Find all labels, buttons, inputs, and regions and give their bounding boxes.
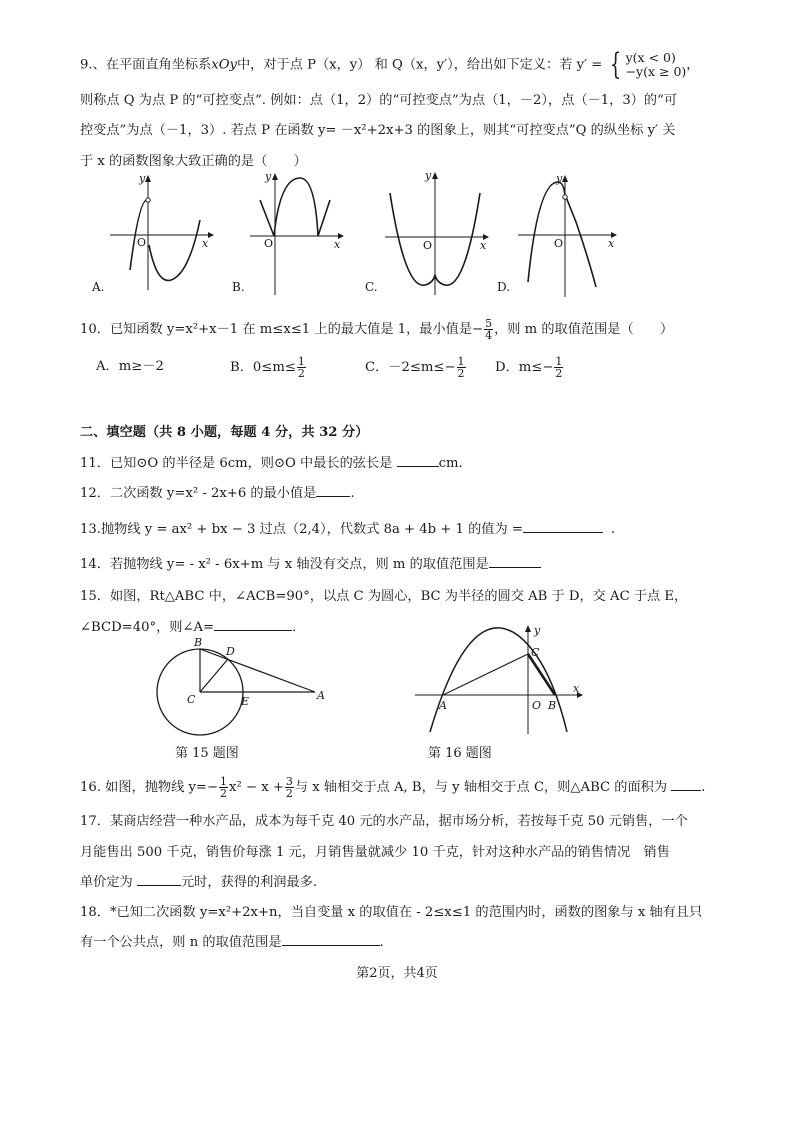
- q10-option-d: [495, 356, 564, 379]
- q10-option-b-num: 1: [297, 355, 305, 368]
- q9-d-curve-right: [566, 197, 596, 287]
- q9-option-b: B.: [232, 280, 245, 294]
- q15-line2-end: ．: [292, 620, 306, 635]
- q12-end: .: [350, 486, 355, 501]
- q11-unit: cm.: [438, 456, 463, 471]
- q10-stem: [80, 318, 673, 341]
- q15-answer-blank[interactable]: [214, 630, 292, 631]
- q9-coord-sys: xOy: [211, 57, 237, 73]
- q9-a-origin: O: [137, 236, 147, 249]
- q10-option-d-num: 1: [555, 355, 563, 368]
- q10-frac-min: [484, 318, 493, 341]
- q16-frac-half-den: 2: [220, 787, 228, 800]
- q13-text: 13.抛物线 y = ax² + bx − 3 过点（2,4），代数式 8a + 4b + 1 的值为 =: [80, 522, 523, 537]
- q10-option-b: [230, 356, 307, 379]
- q10-option-c-frac: [457, 356, 466, 379]
- q16-text-b: x² − x +: [229, 780, 284, 795]
- q16-frac-half-num: 1: [220, 775, 228, 788]
- q9-b-curve: [260, 178, 330, 236]
- q12-text: 12．二次函数 y=x² - 2x+6 的最小值是: [80, 486, 317, 501]
- q18-line2: [80, 934, 384, 952]
- q9-a-y-arrow: [145, 175, 151, 182]
- q17-line2: 月能售出 500 千克，销售价每涨 1 元，月销售量就减少 10 千克，针对这种水产品的销售情况 销售: [80, 845, 670, 860]
- q10-frac-min-num: 5: [485, 317, 493, 330]
- q18-answer-blank[interactable]: [282, 945, 380, 946]
- q9-a-open-dot: [146, 198, 150, 202]
- q10-option-b-den: 2: [297, 367, 305, 380]
- q9-line3: 控变点”为点（－1，3）. 若点 P 在函数 y= －x²+2x+3 的图象上，则其“可控变点”Q 的纵坐标 y′ 关: [80, 123, 676, 138]
- q16-segment-ac: [443, 654, 528, 695]
- q10-option-c-num: 1: [457, 355, 465, 368]
- q9-graph-c: [385, 165, 495, 295]
- q9-line1: [80, 47, 700, 82]
- q9-case2: −y(x ≥ 0): [625, 64, 687, 79]
- q9-c-y-arrow: [432, 172, 438, 179]
- q14-text: 14．若抛物线 y= - x² - 6x+m 与 x 轴没有交点，则 m 的取值范围是: [80, 557, 489, 572]
- q9-graph-d: [518, 172, 623, 297]
- q10-option-d-den: 2: [555, 367, 563, 380]
- q9-b-y-label: y: [265, 170, 272, 183]
- q10-stem-b: ，则 m 的取值范围是（ ）: [494, 322, 674, 337]
- q16-caption: 第 16 题图: [428, 746, 492, 761]
- q9-and: 和: [374, 57, 388, 73]
- q9-q-point: Q（x，y′）: [392, 57, 454, 73]
- q9-d-y-arrow: [562, 175, 568, 182]
- q9-graph-b: [250, 170, 350, 295]
- q15-figure: [150, 635, 340, 745]
- q17-answer-blank[interactable]: [137, 885, 181, 886]
- q9-option-c: C.: [365, 280, 378, 294]
- q10-stem-a: 10．已知函数 y=x²+x－1 在 m≤x≤1 上的最大值是 1，最小值是−: [80, 322, 484, 337]
- q13: [80, 521, 615, 539]
- q9-line1-b: 中，对于点: [236, 57, 303, 73]
- q9-d-curve-left: [528, 182, 565, 282]
- q9-d-origin: O: [554, 237, 564, 250]
- q11-answer-blank[interactable]: [397, 466, 439, 467]
- q17-line3: [80, 874, 317, 892]
- q9-a-y-label: y: [139, 172, 146, 185]
- q10-option-c-den: 2: [457, 367, 465, 380]
- q16-text-c: 与 x 轴相交于点 A, B，与 y 轴相交于点 C，则△ABC 的面积为: [294, 780, 668, 795]
- q10-option-b-frac: [297, 356, 306, 379]
- q9-d-y-label: y: [556, 172, 563, 185]
- q14-answer-blank[interactable]: [489, 567, 541, 568]
- q16-end: .: [701, 780, 706, 795]
- q15-segment-ba: [200, 649, 315, 692]
- q9-line1-c: ，给出如下定义：若: [453, 57, 573, 73]
- q9-option-d: D.: [497, 280, 511, 294]
- q9-p-point: P（x，y）: [307, 57, 371, 73]
- q15-line2-text: ∠BCD=40°，则∠A=: [80, 620, 215, 635]
- q16-figure: [415, 622, 590, 737]
- q16-answer-blank[interactable]: [671, 790, 701, 791]
- q18-line2-end: .: [379, 935, 384, 950]
- q9-line2: 则称点 Q 为点 P 的“可控变点”. 例如：点（1，2）的“可控变点”为点（1，－2），点（－1，3）的“可: [80, 93, 678, 108]
- q12-answer-blank[interactable]: [316, 496, 350, 497]
- q9-graph-a: [110, 170, 220, 290]
- q16-text-a: 16. 如图，抛物线 y=−: [80, 780, 219, 795]
- q11: [80, 455, 463, 473]
- q12: [80, 485, 355, 503]
- q10-frac-min-den: 4: [485, 329, 493, 342]
- q9-c-x-label: x: [480, 239, 487, 252]
- q16-label-x: x: [573, 682, 580, 695]
- q9-a-x-label: x: [202, 237, 209, 250]
- q17-line3-end: 元时，获得的利润最多.: [180, 875, 318, 890]
- q15-label-c: C: [187, 693, 196, 706]
- q16-label-c: C: [531, 646, 540, 659]
- section2-title: 二、填空题（共 8 小题，每题 4 分，共 32 分）: [80, 425, 369, 440]
- q9-d-x-label: x: [608, 237, 615, 250]
- page-footer: 第2页，共4页: [356, 966, 438, 981]
- q9-b-origin: O: [264, 237, 274, 250]
- q9-piecewise: { y(x < 0) −y(x ≥ 0): [610, 47, 687, 82]
- q15-label-b: B: [194, 636, 203, 649]
- q9-line4: 于 x 的函数图象大致正确的是（ ）: [80, 154, 307, 169]
- q9-case1: y(x < 0): [625, 50, 676, 65]
- q15-caption: 第 15 题图: [175, 746, 239, 761]
- q16-label-o: O: [532, 699, 542, 712]
- q13-end: .: [610, 522, 616, 537]
- q16-stem: [80, 776, 705, 799]
- q15-segment-cd: [200, 659, 228, 692]
- q16-frac-c-num: 3: [285, 775, 293, 788]
- q16-label-y: y: [534, 624, 541, 637]
- q15-line1: 15．如图，Rt△ABC 中，∠ACB=90°，以点 C 为圆心，BC 为半径的圆交 AB 于 D，交 AC 于点 E，: [80, 589, 688, 604]
- q9-b-x-label: x: [334, 238, 341, 251]
- q9-a-x-arrow: [208, 232, 214, 238]
- q9-d-open-dot: [563, 195, 567, 199]
- q16-label-b: B: [548, 699, 557, 712]
- q16-label-a: A: [439, 699, 447, 712]
- q9-a-curve-right: [149, 220, 200, 281]
- q9-c-origin: O: [423, 239, 433, 252]
- q16-y-arrow: [525, 625, 531, 632]
- q10-option-a: A．m≥－2: [96, 359, 164, 374]
- q17-line1: 17．某商店经营一种水产品，成本为每千克 40 元的水产品，据市场分析，若按每千克 50 元销售，一个: [80, 814, 688, 829]
- q15-label-d: D: [226, 645, 235, 658]
- q16-frac-half: [219, 776, 228, 799]
- q18-line2-text: 有一个公共点，则 n 的取值范围是: [80, 935, 282, 950]
- q18-line1: 18．*已知二次函数 y=x²+2x+n，当自变量 x 的取值在 - 2≤x≤1 的范围内时，函数的图象与 x 轴有且只: [80, 905, 703, 920]
- q16-frac-c: [285, 776, 294, 799]
- q14: [80, 556, 541, 574]
- q16-segment-cb: [528, 654, 555, 695]
- q13-answer-blank[interactable]: [523, 532, 603, 533]
- q9-line1-end: ，: [686, 57, 700, 73]
- q16-frac-c-den: 2: [285, 787, 293, 800]
- q15-label-e: E: [241, 695, 250, 708]
- q10-option-c: [365, 356, 467, 379]
- q10-option-b-text: B．0≤m≤: [230, 360, 296, 375]
- q15-label-a: A: [317, 689, 325, 702]
- q10-option-c-text: C．－2≤m≤−: [365, 360, 456, 375]
- q9-b-y-arrow: [272, 173, 278, 180]
- q17-line3-text: 单价定为: [80, 875, 133, 890]
- q9-line1-a: 9.、在平面直角坐标系: [80, 57, 212, 73]
- q10-option-d-frac: [554, 356, 563, 379]
- q9-option-a: A.: [92, 280, 105, 294]
- q10-option-d-text: D．m≤−: [495, 360, 554, 375]
- q9-y-prime: y′ =: [576, 57, 603, 73]
- q11-text: 11．已知⊙O 的半径是 6cm，则⊙O 中最长的弦长是: [80, 456, 393, 471]
- q9-c-y-label: y: [425, 169, 432, 182]
